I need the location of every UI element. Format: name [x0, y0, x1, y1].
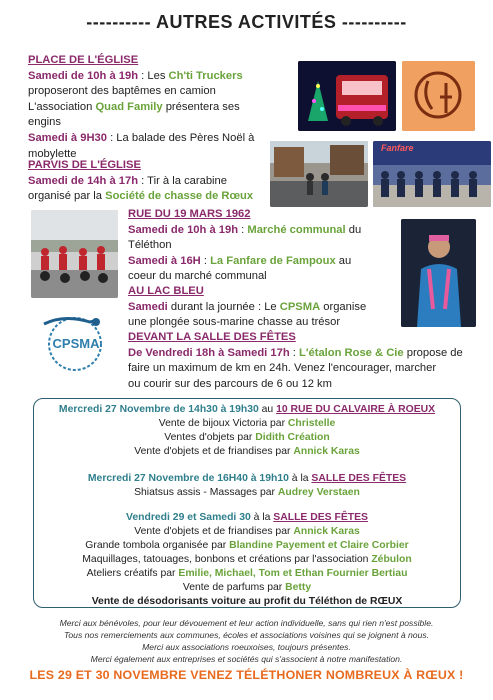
cpsma-logo	[34, 312, 116, 372]
line: mobylette	[28, 147, 77, 160]
box-line: Maquillages, tatouages, bonbons et créations par l'association Zébulon	[82, 554, 412, 565]
box-line: Vente de parfums par Betty	[182, 582, 312, 593]
heading-rue-19-mars: RUE DU 19 MARS 1962	[128, 208, 251, 220]
line: ou courir sur des parcours de 6 ou 12 km	[128, 377, 332, 390]
box-line: Mercredi 27 Novembre de 16H40 à 19h10 à la SALLE DES FÊTES	[87, 473, 407, 484]
box-line: Vente de désodorisants voiture au profit du Téléthon de RŒUX	[91, 596, 403, 607]
section-place-eglise	[28, 53, 283, 162]
box-line: Vendredi 29 et Samedi 30 à la SALLE DES FÊTES	[126, 512, 368, 523]
line: proposeront des baptêmes en camion	[28, 85, 216, 98]
truck-photo	[298, 61, 396, 131]
line: faire un maximum de km en 24h. Venez l'encourager, marcher	[128, 362, 437, 375]
heading-parvis: PARVIS DE L'ÉGLISE	[28, 159, 141, 171]
line: Samedi à 9H30 : La balade des Pères Noël à	[28, 131, 255, 144]
line: L'association Quad Family présentera ses	[28, 100, 240, 113]
quad-family-logo	[402, 61, 475, 131]
heading-lac-bleu: AU LAC BLEU	[128, 285, 204, 297]
line: Téléthon	[128, 239, 172, 252]
mobylette-photo	[31, 210, 118, 298]
box-line: Grande tombola organisée par Blandine Payement et Claire Corbier	[85, 540, 409, 551]
footer-banner: LES 29 ET 30 NOVEMBRE VENEZ TÉLÉTHONER NOMBREUX À RŒUX !	[29, 668, 464, 682]
fanfare-photo	[373, 141, 491, 207]
thanks-line: Tous nos remerciements aux communes, écoles et associations voisines qui se joignent à nous.	[63, 630, 430, 640]
line: De Vendredi 18h à Samedi 17h : L'étalon Rose & Cie propose de	[128, 346, 463, 359]
box-line: Vente d'objets et de friandises par Annick Karas	[134, 526, 360, 537]
thanks-line: Merci aux bénévoles, pour leur dévouement et leur action individuelle, sans qui rien n'est possible.	[59, 618, 434, 628]
section-parvis	[28, 158, 273, 205]
box-line: Ventes d'objets par Didith Création	[164, 432, 330, 443]
box-line: Shiatsus assis - Massages par Audrey Verstaen	[134, 487, 360, 498]
thanks-line: Merci également aux entreprises et sociétés qui s'associent à notre manifestation.	[90, 654, 403, 664]
heading-place-eglise: PLACE DE L'ÉGLISE	[28, 54, 139, 66]
line: Samedi à 16H : La Fanfare de Fampoux au	[128, 254, 352, 267]
runner-photo	[401, 219, 476, 327]
box-line: Vente d'objets et de friandises par Annick Karas	[134, 446, 360, 457]
line: organisé par la Société de chasse de Rœux	[28, 190, 254, 203]
section-salle-fetes	[128, 330, 478, 392]
line: Samedi de 10h à 19h : Les Ch'ti Truckers	[28, 69, 243, 82]
box-line: Vente de bijoux Victoria par Christelle	[158, 418, 336, 429]
fanfare-sign: Fanfare	[381, 143, 414, 153]
line: engins	[28, 116, 61, 129]
line: coeur du marché communal	[128, 270, 267, 283]
page-title: ---------- AUTRES ACTIVITÉS ----------	[86, 12, 407, 32]
line: Samedi de 10h à 19h : Marché communal du	[128, 223, 362, 236]
shooting-photo	[270, 141, 368, 207]
line: une plongée sous-marine chasse au trésor	[128, 316, 341, 329]
line: Samedi de 14h à 17h : Tir à la carabine	[28, 174, 227, 187]
section-rue-19-mars	[128, 207, 380, 285]
heading-salle-fetes: DEVANT LA SALLE DES FÊTES	[128, 331, 296, 343]
box-line: Mercredi 27 Novembre de 14h30 à 19h30 au 10 RUE DU CALVAIRE À ROEUX	[58, 404, 436, 415]
box-line: Ateliers créatifs par Emilie, Michael, Tom et Ethan Fournier Bertiau	[86, 568, 408, 579]
thanks-line: Merci aux associations roeuxoises, toujours présentes.	[142, 642, 351, 652]
cpsma-logo-text: CPSMA	[52, 336, 100, 351]
line: Samedi durant la journée : Le CPSMA organise	[128, 300, 367, 313]
section-lac-bleu	[128, 284, 390, 331]
